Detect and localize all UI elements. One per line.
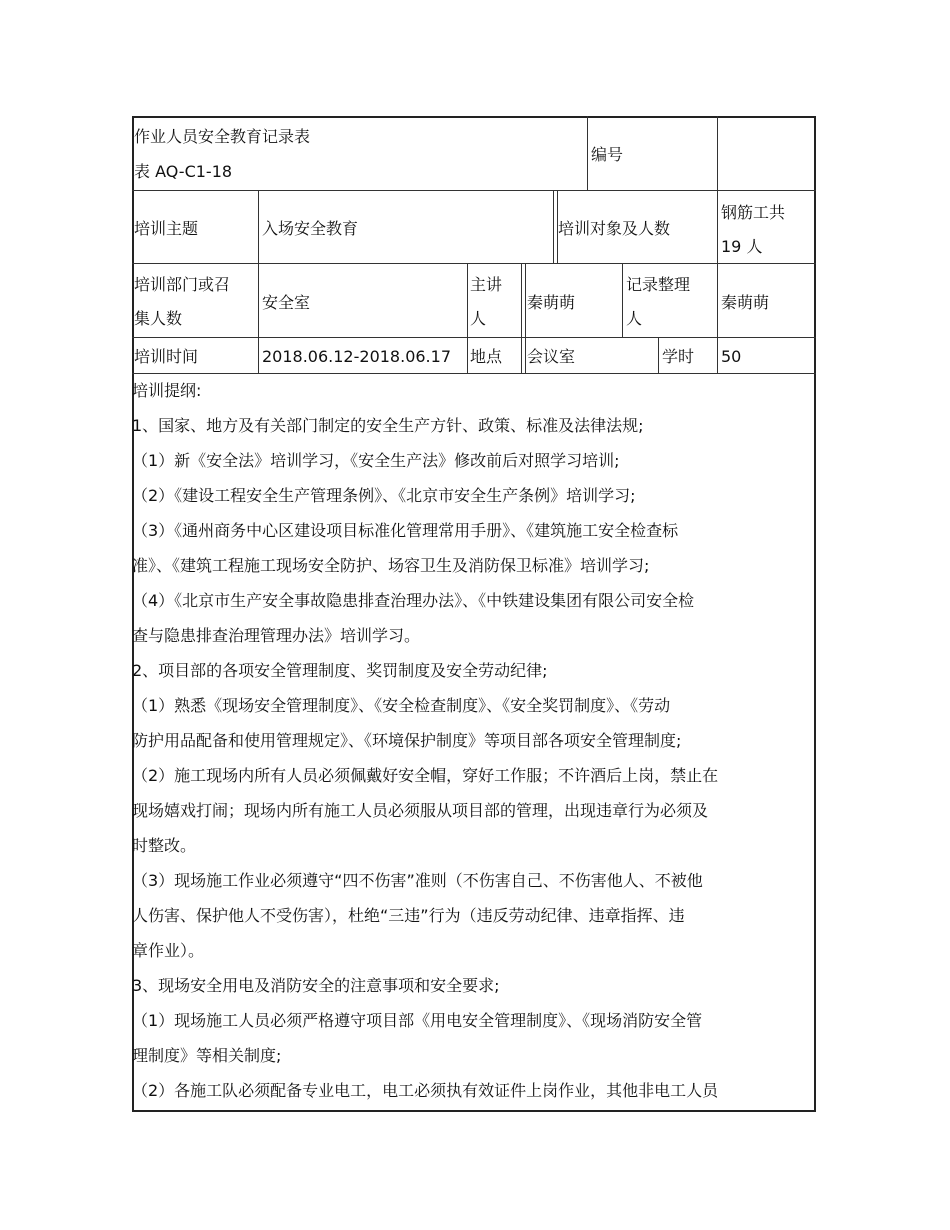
outline-line: 1、国家、地方及有关部门制定的安全生产方针、政策、标准及法律法规; [132, 416, 644, 435]
rule-row2 [132, 263, 816, 264]
topic-label: 培训主题 [134, 219, 199, 238]
outline-line: 人伤害、保护他人不受伤害），杜绝“三违”行为（违反劳动纪律、违章指挥、违 [132, 906, 685, 925]
outline-line: 查与隐患排查治理管理办法》培训学习。 [132, 626, 421, 645]
hours-label: 学时 [662, 347, 695, 366]
dept-label-line1: 培训部门或召 [134, 275, 231, 294]
rule-row1 [132, 190, 816, 191]
dept-value: 安全室 [262, 293, 311, 312]
outline-line: 防护用品配备和使用管理规定》、《环境保护制度》等项目部各项安全管理制度; [132, 731, 682, 750]
time-label: 培训时间 [134, 347, 199, 366]
place-label: 地点 [470, 347, 503, 366]
rule-v-r3d [525, 263, 526, 373]
outline-line: （2）施工现场内所有人员必须佩戴好安全帽，穿好工作服；不许酒后上岗，禁止在 [132, 766, 719, 785]
dept-label-line2: 集人数 [134, 309, 183, 328]
outline-line: 现场嬉戏打闹；现场内所有施工人员必须服从项目部的管理，出现违章行为必须及 [132, 801, 709, 820]
form-code: 表 AQ-C1-18 [134, 162, 233, 181]
rule-row3 [132, 337, 816, 338]
outline-line: 3、现场安全用电及消防安全的注意事项和安全要求; [132, 976, 500, 995]
rule-v-r3b [467, 263, 468, 373]
rule-v-r3e [622, 263, 623, 337]
hours-value: 50 [721, 347, 742, 366]
rule-v-r2b [553, 190, 554, 263]
outline-line: （3）现场施工作业必须遵守“四不伤害”准则（不伤害自己、不伤害他人、不被他 [132, 871, 703, 890]
outline-line: （2）各施工队必须配备专业电工，电工必须执有效证件上岗作业，其他非电工人员 [132, 1081, 719, 1100]
speaker-label-line1: 主讲 [470, 275, 503, 294]
outline-line: （2）《建设工程安全生产管理条例》、《北京市安全生产条例》培训学习; [132, 486, 636, 505]
rule-v-r3c [521, 263, 522, 373]
rule-v-r1a [587, 116, 588, 190]
outline-line: （1）新《安全法》培训学习，《安全生产法》修改前后对照学习培训; [132, 451, 620, 470]
outline-line: 准》、《建筑工程施工现场安全防护、场容卫生及消防保卫标准》培训学习; [132, 556, 650, 575]
speaker-label-line2: 人 [470, 309, 487, 328]
rule-v-r1b [717, 116, 718, 190]
number-label: 编号 [591, 145, 624, 164]
topic-value: 入场安全教育 [262, 219, 359, 238]
rule-v-r2d [717, 190, 718, 263]
recorder-value: 秦萌萌 [721, 293, 770, 312]
place-value: 会议室 [527, 347, 576, 366]
speaker-value: 秦萌萌 [527, 293, 576, 312]
outline-line: （1）现场施工人员必须严格遵守项目部《用电安全管理制度》、《现场消防安全管 [132, 1011, 703, 1030]
outline-line: 理制度》等相关制度; [132, 1046, 282, 1065]
outline-line: （4）《北京市生产安全事故隐患排查治理办法》、《中铁建设集团有限公司安全检 [132, 591, 695, 610]
outline-line: （1）熟悉《现场安全管理制度》、《安全检查制度》、《安全奖罚制度》、《劳动 [132, 696, 671, 715]
rule-v-r2a [258, 190, 259, 263]
rule-v-r3a [258, 263, 259, 337]
form-title: 作业人员安全教育记录表 [134, 127, 311, 146]
recorder-label-line1: 记录整理 [626, 275, 691, 294]
rule-v-r3f [717, 263, 718, 373]
rule-v-r4a [258, 337, 259, 373]
outline-line: （3）《通州商务中心区建设项目标准化管理常用手册》、《建筑施工安全检查标 [132, 521, 679, 540]
outline-line: 章作业）。 [132, 941, 205, 960]
target-value-line2: 19 人 [721, 237, 763, 256]
target-value-line1: 钢筋工共 [721, 203, 786, 222]
target-label: 培训对象及人数 [558, 219, 671, 238]
recorder-label-line2: 人 [626, 309, 643, 328]
outline-line: 培训提纲: [132, 381, 202, 400]
training-outline [132, 373, 816, 1108]
outline-line: 2、项目部的各项安全管理制度、奖罚制度及安全劳动纪律; [132, 661, 548, 680]
rule-v-r4b [658, 337, 659, 373]
time-value: 2018.06.12-2018.06.17 [262, 347, 451, 366]
outline-line: 时整改。 [132, 836, 197, 855]
